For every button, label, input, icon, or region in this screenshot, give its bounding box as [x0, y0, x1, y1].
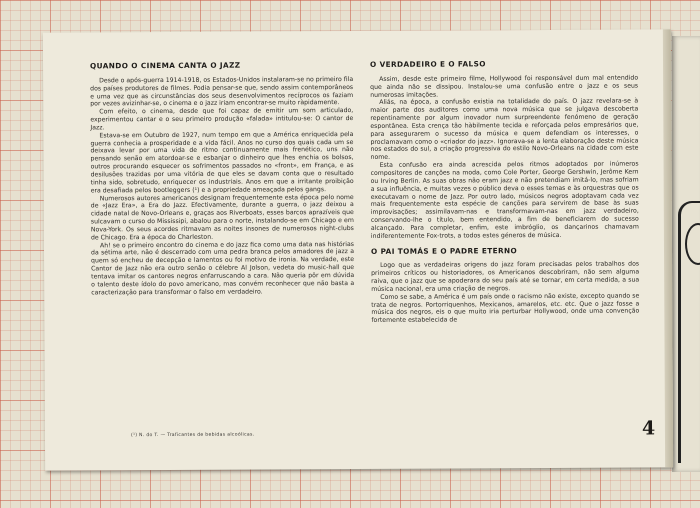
- paragraph: Numerosos autores americanos designam frequentemente esta época pelo nome de «Jazz Era», a Era do Jazz. Efectivamente, durante a guerra, o jazz deixou a cidade natal de Novo-Orleans e, graças aos Riverboats, esses barcos aprazíveis que sulcavam o curso do Mississipi, abalou para o norte, instalando-se em Chicago e em Nova-York. Os seus acordes ritmavam as noites insones de numerosos night-clubs de Chicago. Era a época do Charleston.: [90, 193, 354, 242]
- footnote: (¹) N. do T. — Traficantes de bebidas alcoólicas.: [130, 432, 255, 439]
- paragraph: Assim, desde este primeiro filme, Hollywood foi responsável dum mal entendido que ainda não se dissipou. Instalou-se uma confusão entre o jazz e os seus numerosas imitações.: [370, 74, 639, 99]
- paragraph: Desde o após-guerra 1914-1918, os Estados-Unidos instalaram-se no primeiro fila dos países produtores de filmes. Podia pensar-se que, sendo assim contemporâneos e uma vez que as circunstâncias dos seus desenvolvimentos recíprocos os faziam por vezes avizinhar-se, o cinema e o jazz iriam encontrar-se muito ràpidamente.: [90, 75, 354, 108]
- page-number: 4: [641, 417, 656, 440]
- left-column: [90, 61, 354, 297]
- paragraph: Aliás, na época, a confusão existia na totalidade do país. O jazz revelara-se à maior parte dos auditores como uma nova música que se julgava descoberta repentinamente por algum inovador num surpreendente fenómeno de geração espontânea. Esta crença tão hàbilmente tecida e reforçada pelos empresários que, para assegurarem o sucesso da música e quem defendiam os interesses, o proclamavam como o «criador do jazz». Ignorava-se a lenta elaboração deste música nos estados do sul, a criação progressiva do estilo Novo-Orleans na cidade com este nome.: [370, 97, 639, 162]
- paragraph: Ah! se o primeiro encontro do cinema e do jazz fica como uma data nas histórias da sétima arte, não é descerrado com uma pedra branca pelos amadores de jazz a quem só encheu de decepção e lamentos ou foi motivo de ironia. Na verdade, este Cantor de Jazz não era outro senão o célebre Al Jolson, vedeta do music-hall que tentava imitar os cantores negros enfarruscando a cara. Não queria pôr em dúvida o talento deste ídolo do povo americano, mas convém reconhecer que não basta a caracterização para transformar o falso em verdadeiro.: [90, 240, 355, 297]
- section-heading: QUANDO O CINEMA CANTA O JAZZ: [90, 60, 241, 71]
- facing-page: [672, 36, 700, 472]
- paragraph: Com efeito, o cinema, desde que foi capaz de emitir um som articulado, experimentou cantar e o seu primeiro produção «falada» intitulou-se: O cantor de Jazz.: [90, 107, 354, 132]
- booklet-page: [43, 29, 673, 470]
- paragraph: Logo que as verdadeiras origens do jazz foram precisadas pelos trabalhos dos primeiros críticos ou historiadores, os Americanos descobriram, não sem alguma raiva, que o jazz que se apoderara do seu país até se tornar, em certa medida, a sua música nacional, era uma criação de negros.: [371, 260, 640, 293]
- section-heading: O VERDADEIRO E O FALSO: [370, 59, 486, 69]
- paragraph: Esta confusão era ainda acrescida pelos ritmos adoptados por inúmeros compositores de canções na moda, como Cole Porter, George Gershwin, Jerôme Kern ou Irving Berlin. As suas obras não eram jazz e não pretendiam imitá-lo, mas sofriam a sua influência, e muitas vezes o público deva o esses temas e às orquestras que os executavam o nome de Jazz. Por outro lado, músicos negros adoptavam cada vez mais frequentemente esta espécie de canções para servirem de base às suas improvisações; assimilavam-nas e transformavam-nas em jazz verdadeiro, conservando-lhe o título, bem entendido, a fim de beneficiarem do sucesso alcançado. Para completar, enfim, este imbróglio, os dançarinos chamavam indiferentemente Fox-trots, a todos estes géneros de música.: [370, 160, 639, 240]
- paragraph: Estava-se em Outubro de 1927, num tempo em que a América enriquecida pela guerra conhecia a prosperidade e a vida fácil. Anos no curso dos quais cada um se deixava levar por uma vida de ritmo continuamente mais frenético, uns não pensando senão em atordoar-se e esbanjar o dinheiro que lhes enchia os bolsos, outros procurando esquecer os sofrimentos passados no «front», em França, e as desilusões trazidas por uma vitória de que eles se davam conta que o resultado tinha sido, sobretudo, enriquecer os industriais. Anos em que a irritante proibição era desafiada pelos bootleggers (¹) e a propriedade ameaçada pelos gangs.: [90, 130, 354, 195]
- paragraph: Como se sabe, a América é um país onde o racismo não existe, excepto quando se trata de negros. Portorriquenhos, Mexicanos, amarelos, etc. etc. Que o jazz fosse a música dos negros, eis o que muito iria perturbar Hollywood, onde uma convenção fortemente estabelecida de: [371, 292, 640, 325]
- section-heading: O PAI TOMÁS E O PADRE ETERNO: [370, 245, 518, 256]
- cartoon-figure-illustration: [678, 201, 700, 463]
- right-column: [370, 60, 639, 326]
